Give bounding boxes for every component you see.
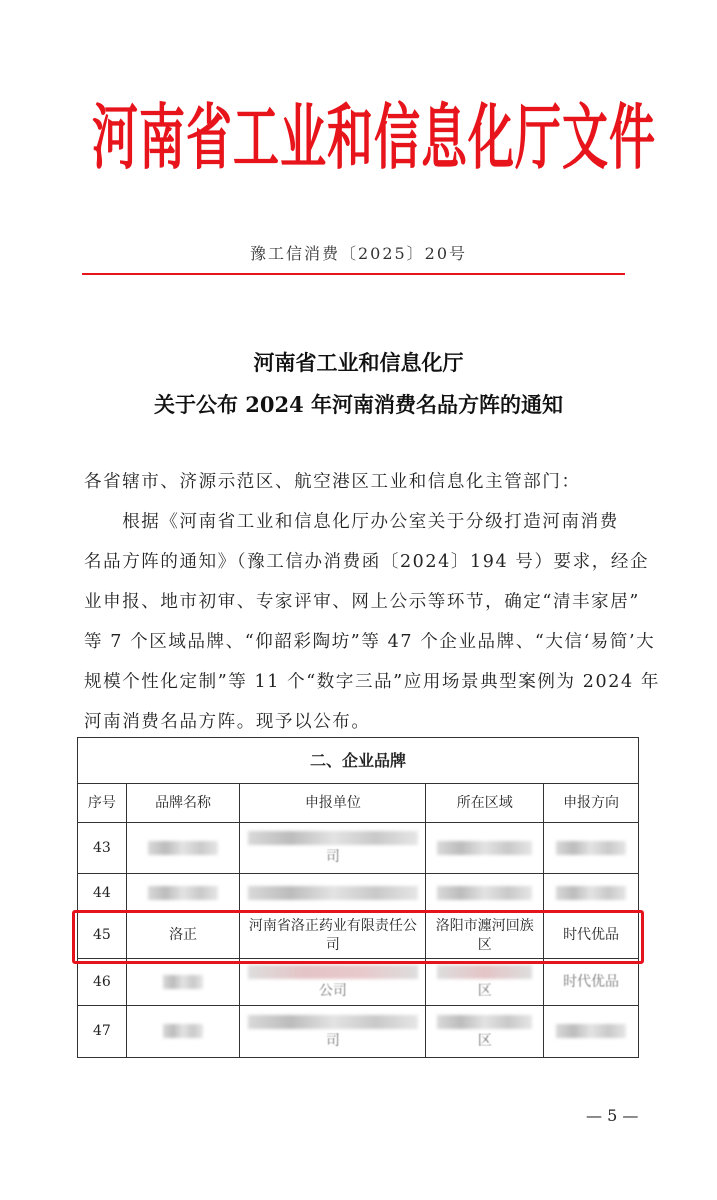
column-header: 所在区域 xyxy=(426,784,544,823)
redacted-region xyxy=(437,965,532,979)
redacted-unit xyxy=(248,1015,418,1029)
redacted-brand xyxy=(148,841,218,855)
body-line: 各省辖市、济源示范区、航空港区工业和信息化主管部门： xyxy=(84,472,581,492)
body-line: 根据《河南省工业和信息化厅办公室关于分级打造河南消费 xyxy=(84,512,619,532)
table-row xyxy=(78,823,639,874)
redacted-unit xyxy=(248,886,418,900)
document-red-header-title: 河南省工业和信息化厅文件 xyxy=(92,95,656,179)
row-number: 44 xyxy=(78,874,127,913)
redacted-brand xyxy=(163,975,203,989)
redacted-brand xyxy=(148,886,218,900)
region: 洛阳市瀍河回族区 xyxy=(426,913,544,959)
column-header: 申报单位 xyxy=(240,784,426,823)
table-row xyxy=(78,1006,639,1058)
body-line: 等 7 个区域品牌、“仰韶彩陶坊”等 47 个企业品牌、“大信‘易简’大 xyxy=(84,632,656,652)
table-row xyxy=(78,959,639,1006)
highlight-box xyxy=(72,910,644,964)
redacted-brand xyxy=(163,1024,203,1038)
notice-title-line-1: 河南省工业和信息化厅 xyxy=(253,350,464,375)
body-line: 河南消费名品方阵。现予以公布。 xyxy=(84,712,371,732)
region-fragment: 区 xyxy=(477,983,492,999)
column-header: 序号 xyxy=(78,784,127,823)
redacted-region xyxy=(437,886,532,900)
redacted-region xyxy=(437,1015,532,1029)
declaring-unit: 河南省洛正药业有限责任公司 xyxy=(240,913,426,959)
table-row xyxy=(78,874,639,913)
row-number: 43 xyxy=(78,823,127,874)
notice-title-line-2: 关于公布 2024 年河南消费名品方阵的通知 xyxy=(153,392,564,417)
redacted-unit xyxy=(248,831,418,845)
redacted-direction xyxy=(556,841,626,855)
row-number: 47 xyxy=(78,1006,127,1058)
region-fragment: 区 xyxy=(477,1032,492,1049)
page-number: — 5 — xyxy=(586,1106,639,1125)
redacted-region xyxy=(437,841,532,855)
body-line: 规模个性化定制”等 11 个“数字三品”应用场景典型案例为 2024 年 xyxy=(84,672,660,692)
redacted-unit xyxy=(248,965,418,979)
unit-fragment: 公司 xyxy=(318,983,347,999)
table-section-title: 二、企业品牌 xyxy=(78,738,639,784)
column-header: 品牌名称 xyxy=(126,784,240,823)
row-number: 46 xyxy=(78,959,127,1006)
brand-name: 洛正 xyxy=(126,913,240,959)
column-header: 申报方向 xyxy=(544,784,639,823)
enterprise-brand-table xyxy=(77,737,639,1058)
redacted-direction xyxy=(556,1024,626,1038)
row-number: 45 xyxy=(78,913,127,959)
unit-fragment: 司 xyxy=(325,849,340,865)
redacted-direction xyxy=(556,886,626,900)
declaration-direction: 时代优品 xyxy=(544,959,639,1006)
declaration-direction: 时代优品 xyxy=(544,913,639,959)
red-divider-line xyxy=(82,273,625,275)
body-line: 名品方阵的通知》（豫工信办消费函〔2024〕194 号）要求，经企 xyxy=(84,552,650,572)
body-line: 业申报、地市初审、专家评审、网上公示等环节，确定“清丰家居” xyxy=(84,592,640,612)
unit-fragment: 司 xyxy=(325,1032,340,1049)
document-number: 豫工信消费〔2025〕20号 xyxy=(249,244,468,263)
